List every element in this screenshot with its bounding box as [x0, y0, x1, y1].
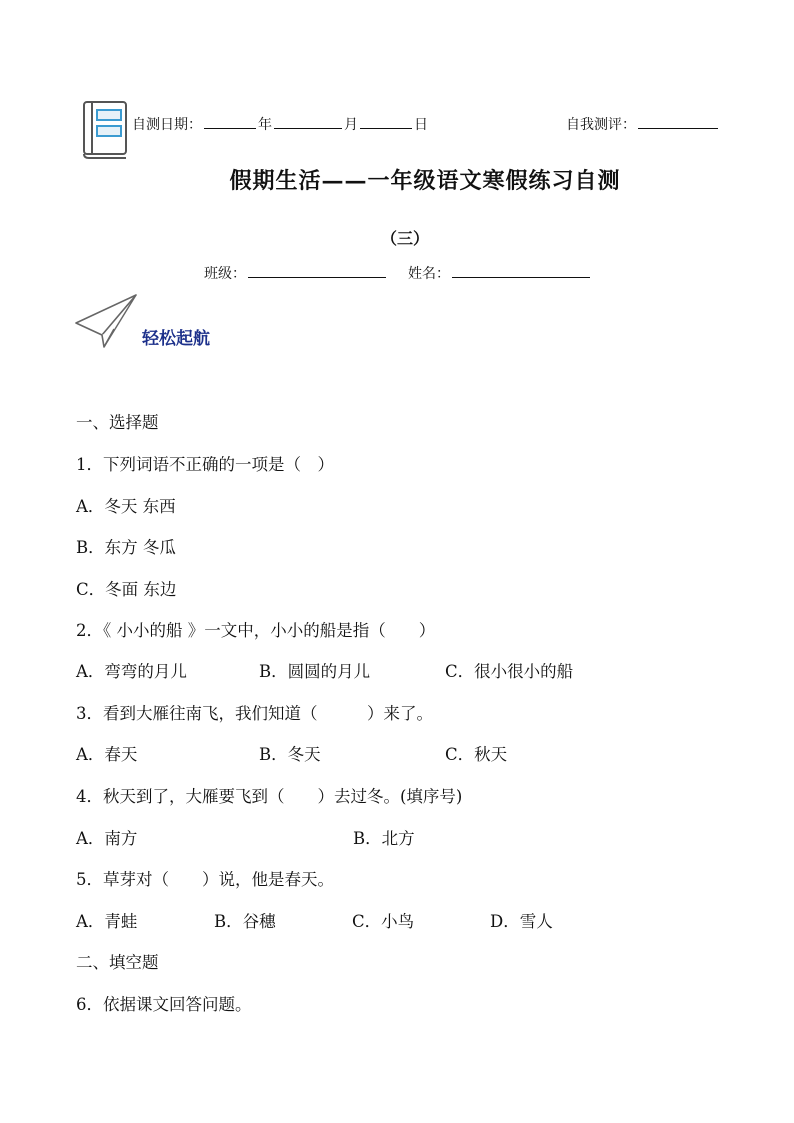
section-heading-fill-blank: 二、填空题 [76, 953, 159, 972]
question-2-option-c[interactable]: C．很小很小的船 [445, 662, 574, 681]
question-2-option-b[interactable]: B．圆圆的月儿 [259, 662, 371, 681]
section-heading-choice: 一、选择题 [76, 413, 159, 432]
question-4-option-a[interactable]: A．南方 [76, 829, 138, 848]
question-5-option-d[interactable]: D．雪人 [490, 912, 553, 931]
year-label: 年 [258, 117, 272, 133]
question-3: 3．看到大雁往南飞，我们知道（ ）来了。 [76, 704, 433, 723]
day-blank[interactable] [360, 115, 412, 129]
self-evaluation [566, 114, 720, 134]
question-2-option-a[interactable]: A．弯弯的月儿 [76, 662, 187, 681]
month-label: 月 [344, 117, 358, 133]
question-3-option-c[interactable]: C．秋天 [445, 745, 508, 764]
question-5-option-c[interactable]: C．小鸟 [352, 912, 415, 931]
document-subtitle: （三） [380, 229, 429, 248]
question-2: 2．《 小小的船 》一文中，小小的船是指（ ） [76, 621, 436, 640]
self-eval-label: 自我测评： [566, 117, 636, 133]
paper-plane-icon [74, 293, 140, 349]
name-label: 姓名： [408, 266, 450, 282]
class-blank[interactable] [248, 264, 386, 278]
year-blank[interactable] [204, 115, 256, 129]
question-3-option-b[interactable]: B．冬天 [259, 745, 321, 764]
self-test-date [132, 114, 428, 134]
question-5-option-b[interactable]: B．谷穗 [214, 912, 276, 931]
date-label: 自测日期： [132, 117, 202, 133]
question-4: 4．秋天到了，大雁要飞到（ ）去过冬。(填序号) [76, 787, 463, 806]
class-label: 班级： [204, 266, 246, 282]
question-6: 6．依据课文回答问题。 [76, 995, 252, 1014]
question-1: 1．下列词语不正确的一项是（ ） [76, 455, 334, 474]
class-field [204, 263, 388, 283]
question-5: 5．草芽对（ ）说，他是春天。 [76, 870, 334, 889]
section-banner: 轻松起航 [142, 329, 210, 349]
name-field [408, 263, 592, 283]
question-1-option-c[interactable]: C．冬面 东边 [76, 580, 177, 599]
question-1-option-a[interactable]: A．冬天 东西 [76, 497, 176, 516]
question-5-option-a[interactable]: A．青蛙 [76, 912, 138, 931]
question-4-option-b[interactable]: B．北方 [353, 829, 415, 848]
self-eval-blank[interactable] [638, 115, 718, 129]
day-label: 日 [414, 117, 428, 133]
book-icon [80, 100, 130, 160]
question-1-option-b[interactable]: B．东方 冬瓜 [76, 538, 176, 557]
question-3-option-a[interactable]: A．春天 [76, 745, 138, 764]
name-blank[interactable] [452, 264, 590, 278]
document-title: 假期生活——一年级语文寒假练习自测 [229, 168, 621, 194]
month-blank[interactable] [274, 115, 342, 129]
